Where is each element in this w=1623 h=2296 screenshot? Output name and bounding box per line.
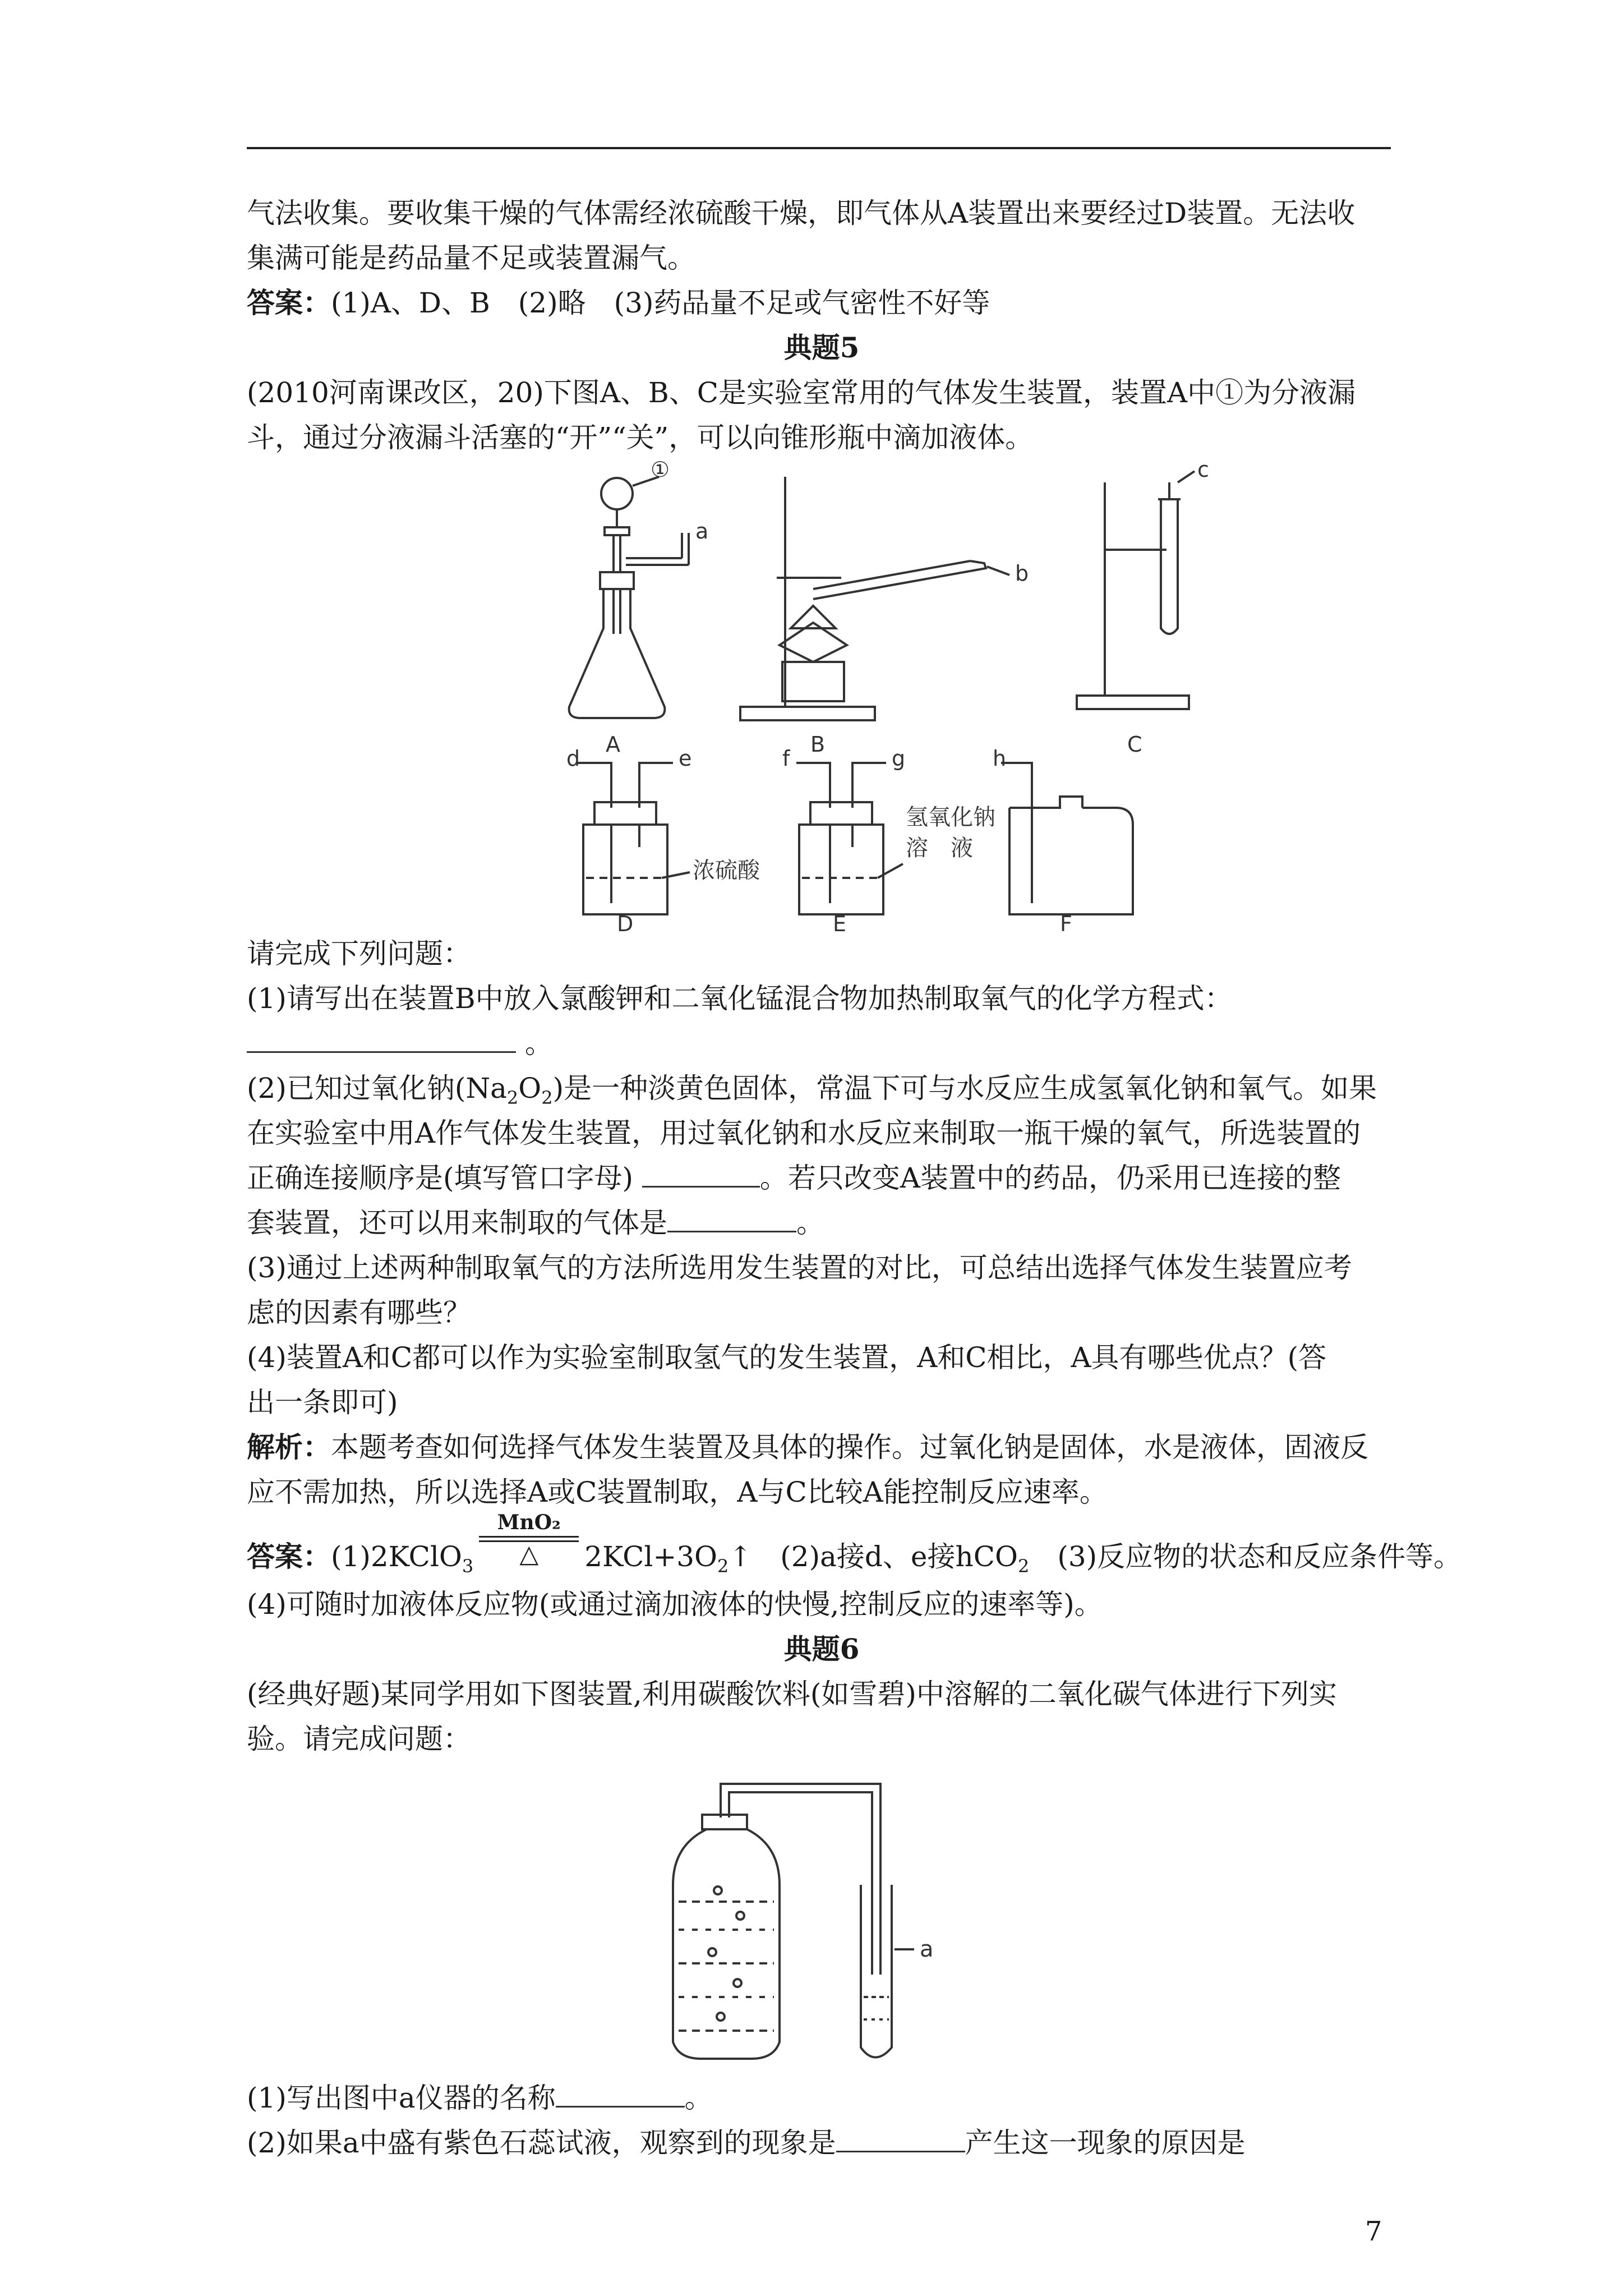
apparatus-b [740,477,1009,720]
apparatus-a [569,477,689,718]
answer-line [247,280,1396,325]
label-c: c [1197,460,1209,482]
analysis-label: 解析： [247,1430,331,1464]
subscript: 2 [541,1087,553,1108]
answer-line [247,1511,1462,1582]
problem-title-5: 典题5 [783,331,860,364]
label-D: D [617,912,634,931]
label-B: B [810,732,826,757]
label-circle-1: ① [651,460,670,482]
analysis-line [247,1425,1396,1470]
answer-blank[interactable] [836,2122,965,2152]
catalyst-label: MnO₂ [497,1511,561,1534]
text-line: 集满可能是药品量不足或装置漏气。 [247,242,695,274]
text-line: 虑的因素有哪些？ [247,1296,471,1329]
text-span: 2KCl+3O [584,1540,718,1573]
text-span: 产生这一现象的原因是 [965,2127,1246,2159]
answer-label: 答案： [247,1540,331,1573]
text-span: (1)2KClO [331,1540,462,1573]
text-line: (经典好题)某同学用如下图装置,利用碳酸饮料(如雪碧)中溶解的二氧化碳气体进行下列实 [247,1678,1337,1710]
text-span: ↑ (2)a接d、e接hCO [728,1540,1018,1573]
text-line: 请完成下列问题： [247,937,471,970]
label-C: C [1127,732,1142,757]
answer-blank[interactable] [247,1022,516,1053]
label-e: e [679,746,692,771]
analysis-text: 本题考查如何选择气体发生装置及具体的操作。过氧化钠是固体，水是液体，固液反 [331,1431,1368,1464]
label-b: b [1015,561,1029,586]
label-d: d [566,746,580,771]
problem-title-6: 典题6 [783,1632,860,1665]
text-span: 。若只改变A装置中的药品，仍采用已连接的整 [759,1162,1341,1194]
header-rule [247,147,1391,149]
text-line [247,2076,1396,2120]
answer-blank[interactable] [642,1157,760,1188]
answer-label: 答案： [247,286,331,319]
text-span: 套装置，还可以用来制取的气体是 [247,1207,667,1239]
apparatus-f [1001,763,1133,914]
text-line: 气法收集。要收集干燥的气体需经浓硫酸干燥，即气体从A装置出来要经过D装置。无法收 [247,197,1355,229]
subscript: 2 [506,1087,519,1108]
text-span: 。 [684,2082,713,2114]
text-line [247,1066,1396,1111]
label-naoh-1: 氢氧化钠 [906,804,995,830]
text-line: (3)通过上述两种制取氧气的方法所选用发生装置的对比，可总结出选择气体发生装置应考 [247,1251,1352,1284]
answer-blank[interactable] [667,1202,796,1232]
period: 。 [524,1027,553,1060]
label-F: F [1060,912,1072,931]
page-number: 7 [1365,2216,1382,2247]
apparatus-c [1077,471,1195,709]
apparatus-figure [247,460,1396,931]
answer-blank-line [247,1021,1396,1066]
answer-blank[interactable] [556,2077,685,2108]
apparatus-e [796,763,903,914]
text-line: 验。请完成问题： [247,1723,471,1755]
label-g: g [892,746,906,771]
apparatus-d [578,763,690,914]
heat-symbol: △ [519,1540,539,1568]
text-line: 应不需加热，所以选择A或C装置制取，A与C比较A能控制反应速率。 [247,1476,1108,1508]
subscript: 2 [1017,1556,1030,1577]
text-span: (2)已知过氧化钠(Na [247,1072,507,1105]
label-E: E [833,912,847,931]
text-span: 。 [796,1207,824,1239]
text-line [247,2120,1396,2165]
reaction-condition [476,1511,582,1568]
soda-experiment-diagram [247,1761,1396,2076]
text-span: )是一种淡黄色固体，常温下可与水反应生成氢氧化钠和氧气。如果 [552,1072,1377,1105]
label-h: h [993,746,1007,771]
label-conc-sulfuric: 浓硫酸 [693,858,760,884]
text-line: (4)装置A和C都可以作为实验室制取氢气的发生装置，A和C相比，A具有哪些优点？(答 [247,1341,1327,1374]
text-line [247,1200,1396,1245]
subscript: 2 [717,1556,729,1577]
answer-text: (1)A、D、B (2)略 (3)药品量不足或气密性不好等 [331,287,990,319]
text-span: O [518,1072,542,1105]
text-span: 正确连接顺序是(填写管口字母) [247,1162,634,1194]
soda-experiment-figure [247,1761,1396,2076]
label-f: f [782,746,790,771]
text-line: (2010河南课改区，20)下图A、B、C是实验室常用的气体发生装置，装置A中①为分液漏 [247,376,1356,409]
text-line: 斗，通过分液漏斗活塞的“开”“关”，可以向锥形瓶中滴加液体。 [247,421,1034,454]
text-line: (4)可随时加液体反应物(或通过滴加液体的快慢,控制反应的速率等)。 [247,1588,1103,1621]
text-line [247,1156,1396,1200]
document-body [247,191,1462,2165]
label-a: a [920,1936,934,1962]
apparatus-diagram [247,460,1396,931]
label-A: A [606,732,620,757]
text-span: (1)写出图中a仪器的名称 [247,2082,556,2114]
text-span: (2)如果a中盛有紫色石蕊试液，观察到的现象是 [247,2127,836,2159]
text-span: (3)反应物的状态和反应条件等。 [1029,1540,1462,1573]
text-line: 在实验室中用A作气体发生装置，用过氧化钠和水反应来制取一瓶干燥的氧气，所选装置的 [247,1117,1361,1149]
label-naoh-2: 溶 液 [906,835,973,861]
subscript: 3 [462,1556,474,1577]
text-line: 出一条即可) [247,1386,398,1419]
label-a: a [695,519,709,544]
text-line: (1)请写出在装置B中放入氯酸钾和二氧化锰混合物加热制取氧气的化学方程式： [247,982,1233,1015]
